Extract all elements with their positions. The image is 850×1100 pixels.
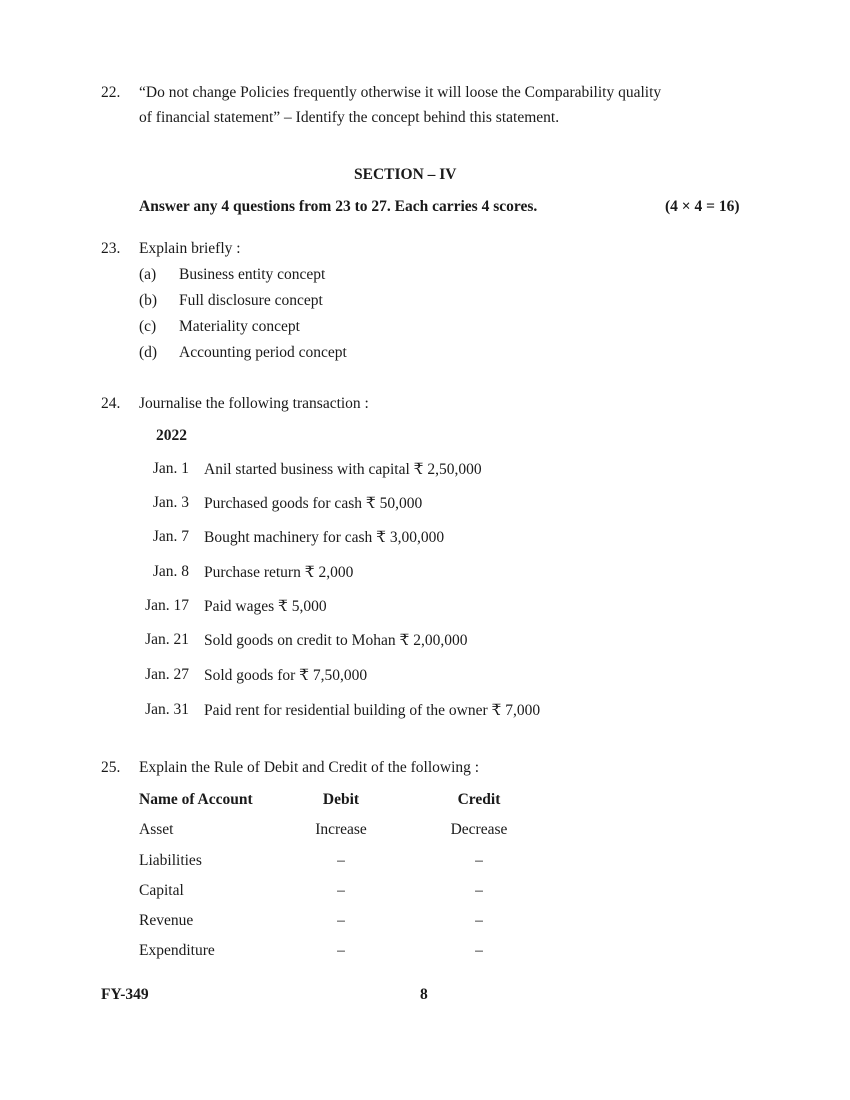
q22-text-line2: of financial statement” – Identify the concept behind this statement. xyxy=(139,109,560,126)
table-cell-debit: – xyxy=(337,852,345,869)
transaction-date: Jan. 1 xyxy=(152,460,189,477)
table-cell-credit: – xyxy=(475,942,483,959)
table-cell-debit: – xyxy=(337,882,345,899)
table-cell-account: Revenue xyxy=(139,912,194,929)
q25-text: Explain the Rule of Debit and Credit of the following : xyxy=(139,759,480,776)
transaction-date: Jan. 3 xyxy=(152,494,189,511)
section-instruction: Answer any 4 questions from 23 to 27. Each carries 4 scores. xyxy=(139,198,538,215)
q23-item-label: (c) xyxy=(139,318,157,335)
transaction-date: Jan. 7 xyxy=(152,528,189,545)
q24-text: Journalise the following transaction : xyxy=(139,395,369,412)
footer-page-number: 8 xyxy=(420,986,428,1003)
transaction-text: Bought machinery for cash ₹ 3,00,000 xyxy=(204,529,445,546)
table-cell-credit: – xyxy=(475,852,483,869)
q22-number: 22. xyxy=(101,84,121,101)
section-title: SECTION – IV xyxy=(354,166,457,183)
table-cell-credit: – xyxy=(475,882,483,899)
q23-item-text: Accounting period concept xyxy=(179,344,347,361)
table-header-credit: Credit xyxy=(457,791,501,808)
table-header-account: Name of Account xyxy=(139,791,253,808)
transaction-text: Sold goods on credit to Mohan ₹ 2,00,000 xyxy=(204,632,468,649)
transaction-date: Jan. 31 xyxy=(145,701,189,718)
transaction-text: Anil started business with capital ₹ 2,50,000 xyxy=(204,461,482,478)
section-marks: (4 × 4 = 16) xyxy=(665,198,740,215)
transaction-date: Jan. 8 xyxy=(152,563,189,580)
q24-number: 24. xyxy=(101,395,121,412)
table-cell-account: Expenditure xyxy=(139,942,215,959)
footer-code: FY-349 xyxy=(101,986,149,1003)
transaction-text: Purchased goods for cash ₹ 50,000 xyxy=(204,495,423,512)
table-cell-credit: Decrease xyxy=(450,821,508,838)
transaction-date: Jan. 17 xyxy=(145,597,189,614)
q22-text-line1: “Do not change Policies frequently otherwise it will loose the Comparability quality xyxy=(139,84,662,101)
table-cell-debit: – xyxy=(337,912,345,929)
q23-item-text: Full disclosure concept xyxy=(179,292,323,309)
q25-number: 25. xyxy=(101,759,121,776)
transaction-text: Paid wages ₹ 5,000 xyxy=(204,598,327,615)
transaction-text: Sold goods for ₹ 7,50,000 xyxy=(204,667,368,684)
table-header-debit: Debit xyxy=(322,791,360,808)
table-cell-debit: – xyxy=(337,942,345,959)
transaction-text: Paid rent for residential building of the owner ₹ 7,000 xyxy=(204,702,541,719)
transaction-date: Jan. 21 xyxy=(145,631,189,648)
table-cell-account: Capital xyxy=(139,882,184,899)
table-cell-account: Liabilities xyxy=(139,852,202,869)
q23-item-label: (b) xyxy=(139,292,158,309)
q23-item-label: (a) xyxy=(139,266,157,283)
q23-item-text: Materiality concept xyxy=(179,318,300,335)
table-cell-account: Asset xyxy=(139,821,174,838)
q24-year: 2022 xyxy=(156,427,187,444)
table-cell-credit: – xyxy=(475,912,483,929)
transaction-date: Jan. 27 xyxy=(145,666,189,683)
transaction-text: Purchase return ₹ 2,000 xyxy=(204,564,354,581)
q23-item-label: (d) xyxy=(139,344,158,361)
table-cell-debit: Increase xyxy=(315,821,367,838)
q23-item-text: Business entity concept xyxy=(179,266,326,283)
q23-text: Explain briefly : xyxy=(139,240,241,257)
q23-number: 23. xyxy=(101,240,121,257)
